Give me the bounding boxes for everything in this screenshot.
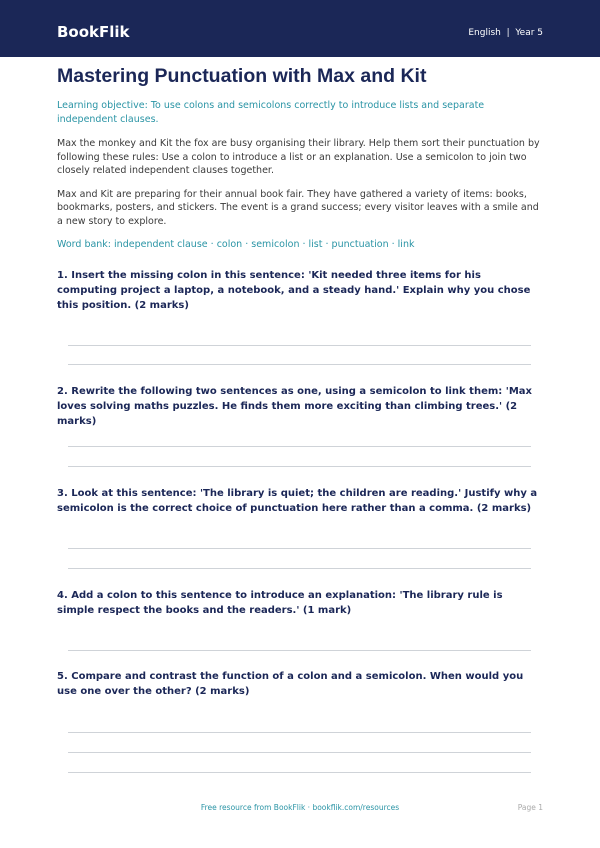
intro-section bbox=[57, 99, 543, 252]
question-5: 5. Compare and contrast the function of a colon and a semicolon. When would you use one over the other? (2 marks) bbox=[57, 671, 524, 697]
subject-year-label: English | Year 5 bbox=[468, 28, 543, 38]
answer-line[interactable] bbox=[68, 568, 531, 569]
word-bank-label: Word bank: bbox=[57, 239, 112, 250]
answer-line[interactable] bbox=[68, 466, 531, 467]
question-4: 4. Add a colon to this sentence to introduce an explanation: 'The library rule is simple respect the books and the readers.' (1 mark) bbox=[57, 590, 503, 616]
answer-line[interactable] bbox=[68, 650, 531, 651]
word-bank-word: punctuation bbox=[331, 239, 389, 250]
learning-objective: Learning objective: To use colons and semicolons correctly to introduce lists and separate independent clauses. bbox=[57, 100, 485, 125]
question-2: 2. Rewrite the following two sentences as one, using a semicolon to link them: 'Max loves solving maths puzzles. He finds them more exciting than climbing trees.' (2 marks) bbox=[57, 386, 532, 427]
answer-line[interactable] bbox=[68, 772, 531, 773]
story-paragraph: Max and Kit are preparing for their annual book fair. They have gathered a variety of items: books, bookmarks, posters, and stickers. The event is a grand success; every visitor leaves with a smile and a new story to explore. bbox=[57, 188, 539, 227]
footer-credit: Free resource from BookFlik · bookflik.com/resources bbox=[200, 803, 400, 812]
intro-paragraph: Max the monkey and Kit the fox are busy organising their library. Help them sort their punctuation by following these rules: Use a colon to introduce a list or an explanation. Use a semicolon to join two closely related independent clauses together. bbox=[57, 138, 540, 176]
answer-line[interactable] bbox=[68, 732, 531, 733]
page-number: Page 1 bbox=[517, 803, 543, 812]
word-bank-word: independent clause bbox=[114, 239, 208, 250]
answer-line[interactable] bbox=[68, 446, 531, 447]
word-bank-word: link bbox=[397, 239, 415, 250]
word-bank-word: list bbox=[308, 239, 323, 250]
question-1: 1. Insert the missing colon in this sentence: 'Kit needed three items for his computing project a laptop, a notebook, and a steady hand.' Explain why you chose this position. (2 marks) bbox=[57, 270, 531, 311]
answer-line[interactable] bbox=[68, 752, 531, 753]
page-title: Mastering Punctuation with Max and Kit bbox=[57, 65, 427, 87]
answer-line[interactable] bbox=[68, 364, 531, 365]
word-bank-word: semicolon bbox=[251, 239, 300, 250]
answer-line[interactable] bbox=[68, 548, 531, 549]
page-header bbox=[0, 0, 600, 57]
word-bank-word: colon bbox=[216, 239, 243, 250]
brand-logo: BookFlik bbox=[57, 23, 130, 41]
answer-line[interactable] bbox=[68, 345, 531, 346]
question-3: 3. Look at this sentence: 'The library is quiet; the children are reading.' Justify why a semicolon is the correct choice of punctuation here rather than a comma. (2 marks) bbox=[57, 488, 538, 514]
word-bank: Word bank: independent clause · colon · semicolon · list · punctuation · link bbox=[57, 239, 415, 250]
